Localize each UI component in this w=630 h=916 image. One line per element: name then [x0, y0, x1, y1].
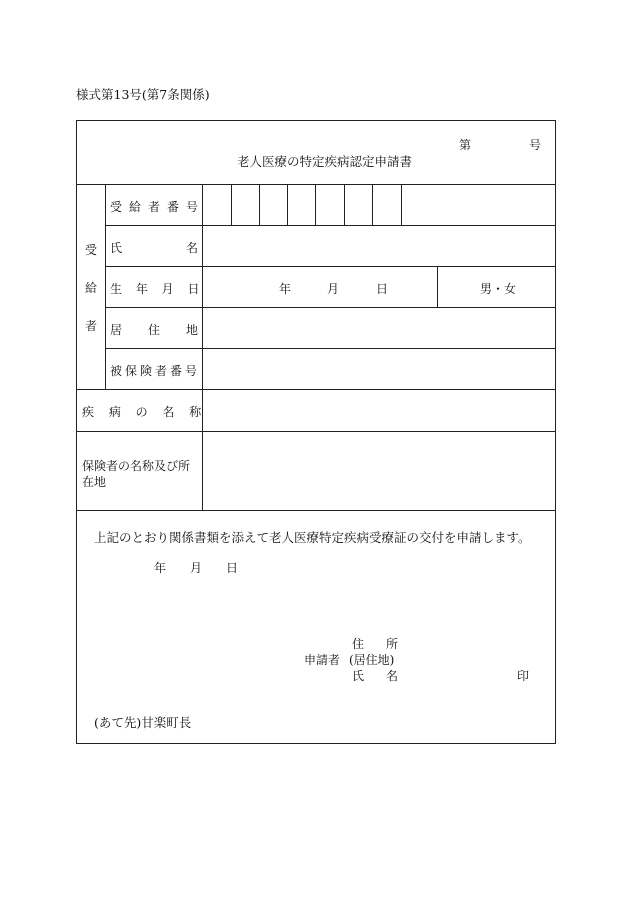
number-prefix: 第 [459, 138, 472, 152]
number-suffix: 号 [529, 138, 542, 152]
seal-mark: 印 [517, 669, 530, 683]
address-field[interactable] [203, 308, 555, 348]
insurer-label-line2: 在地 [82, 475, 107, 489]
birth-month-unit: 月 [327, 282, 340, 296]
application-year-unit: 年 [154, 561, 167, 575]
application-statement: 上記のとおり関係書類を添えて老人医療特定疾病受療証の交付を申請します。 [94, 530, 531, 545]
application-day-unit: 日 [226, 561, 239, 575]
applicant-name-label-part: 氏 [352, 669, 365, 683]
recipient-number-digit-box[interactable] [373, 185, 401, 225]
residence-label: (居住地) [349, 653, 395, 667]
birth-date-label: 生 年 月 日 [110, 282, 205, 296]
recipient-number-digit-box[interactable] [345, 185, 372, 225]
disease-name-field[interactable] [203, 390, 555, 431]
name-field[interactable] [203, 226, 555, 266]
insurer-field[interactable] [203, 432, 555, 510]
recipient-number-digit-box[interactable] [316, 185, 344, 225]
applicant-address-label-part: 所 [386, 637, 399, 651]
birth-year-unit: 年 [279, 282, 292, 296]
recipient-number-label: 受給者番号 [110, 200, 206, 214]
insured-number-label: 被保険者番号 [110, 364, 201, 378]
applicant-address-label-part: 住 [352, 637, 365, 651]
recipient-group-char: 給 [85, 281, 98, 295]
name-label-part: 名 [186, 241, 199, 255]
address-label-part: 居 [110, 323, 123, 337]
insurer-label-line1: 保険者の名称及び所 [82, 459, 191, 473]
recipient-number-digit-box[interactable] [203, 185, 231, 225]
gender-option[interactable]: 男・女 [480, 282, 517, 296]
addressee: (あて先)甘楽町長 [94, 715, 192, 730]
name-label-part: 氏 [110, 241, 123, 255]
recipient-group-char: 者 [85, 319, 98, 333]
application-form-frame [76, 120, 556, 744]
recipient-number-digit-box[interactable] [260, 185, 287, 225]
form-number-label: 様式第13号(第7条関係) [76, 87, 210, 102]
address-label-part: 住 [148, 323, 161, 337]
application-month-unit: 月 [190, 561, 203, 575]
recipient-number-digit-box[interactable] [288, 185, 315, 225]
form-title: 老人医療の特定疾病認定申請書 [237, 154, 413, 169]
recipient-number-digit-box[interactable] [232, 185, 259, 225]
insured-number-field[interactable] [203, 349, 555, 389]
applicant-label: 申請者 [304, 653, 341, 667]
address-label-part: 地 [186, 323, 199, 337]
applicant-name-label-part: 名 [386, 669, 399, 683]
birth-date-field[interactable] [203, 267, 436, 307]
disease-name-label: 疾 病 の 名 称 [82, 405, 207, 419]
birth-day-unit: 日 [376, 282, 389, 296]
recipient-group-char: 受 [85, 243, 98, 257]
